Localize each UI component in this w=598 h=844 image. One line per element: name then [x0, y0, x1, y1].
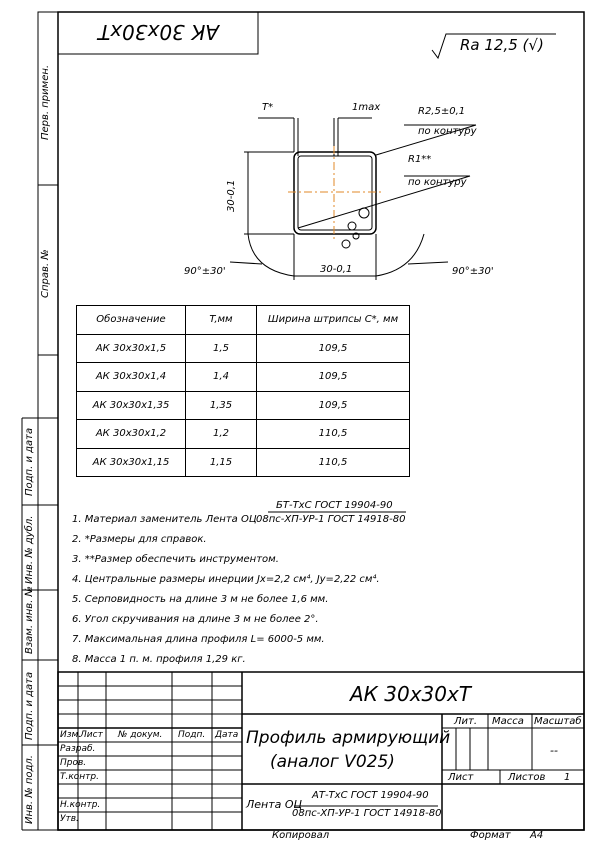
- list-label: Лист: [448, 772, 474, 783]
- col-data: Дата: [215, 730, 239, 740]
- col-list: Лист: [80, 730, 103, 740]
- table-row: [77, 391, 410, 420]
- table-cell: 109,5: [257, 334, 410, 363]
- dim-1max-label: 1max: [352, 102, 381, 113]
- row-utv: Утв.: [60, 814, 79, 824]
- side-label-podp-data-1: Подп. и дата: [24, 427, 35, 496]
- table-row: [77, 363, 410, 392]
- dim-r1-label: R1**: [408, 154, 432, 165]
- angle-left-label: 90°±30': [184, 266, 226, 277]
- table-cell: 1,5: [186, 334, 257, 363]
- table-row: [77, 448, 410, 477]
- note-7: 7. Максимальная длина профиля L= 6000-5 мм.: [72, 634, 325, 645]
- table-header-cell: Ширина штрипсы C*, мм: [257, 306, 410, 335]
- material-bottom: 08пс-ХП-УР-1 ГОСТ 14918-80: [292, 808, 442, 819]
- masshtab-value: --: [550, 744, 558, 757]
- name-line-2: (аналог V025): [270, 752, 395, 772]
- side-label-vzam-inv: Взам. инв. №: [24, 586, 35, 654]
- note-3: 3. **Размер обеспечить инструментом.: [72, 554, 279, 565]
- side-label-inv-podl: Инв. № подл.: [24, 755, 35, 824]
- table-cell: 1,35: [186, 391, 257, 420]
- side-label-podp-data-2: Подп. и дата: [24, 671, 35, 740]
- table-cell: 109,5: [257, 391, 410, 420]
- row-nkontr: Н.контр.: [60, 800, 101, 810]
- table-header-row: [77, 306, 410, 335]
- table-header-cell: Обозначение: [77, 306, 186, 335]
- table-cell: 109,5: [257, 363, 410, 392]
- note-5: 5. Серповидность на длине 3 м не более 1,6 мм.: [72, 594, 329, 605]
- note-1: 1. Материал заменитель Лента ОЦ: [72, 514, 257, 525]
- row-razrab: Разраб.: [60, 744, 96, 754]
- listov-label: Листов: [508, 772, 546, 783]
- table-cell: АК 30x30x1,2: [77, 420, 186, 449]
- col-podp: Подп.: [178, 730, 206, 740]
- side-label-inv-dubl: Инв. № дубл.: [24, 515, 35, 584]
- side-label-perv-primen: Перв. примен.: [40, 64, 51, 140]
- note-1-fraction-top: БТ-ТхС ГОСТ 19904-90: [276, 500, 393, 511]
- row-tkontr: Т.контр.: [60, 772, 100, 782]
- dim-t-label: T*: [262, 102, 274, 113]
- col-izm: Изм.: [60, 730, 82, 740]
- table-cell: 1,4: [186, 363, 257, 392]
- massa-label: Масса: [492, 716, 524, 727]
- row-prov: Пров.: [60, 758, 87, 768]
- masshtab-label: Масштаб: [534, 716, 582, 727]
- name-line-1: Профиль армирующий: [246, 728, 451, 748]
- dim-r25-note: по контуру: [418, 126, 477, 137]
- spec-table: [76, 305, 410, 477]
- table-cell: 110,5: [257, 420, 410, 449]
- note-1-fraction-bottom: 08пс-ХП-УР-1 ГОСТ 14918-80: [256, 514, 406, 525]
- lit-label: Лит.: [454, 716, 478, 727]
- table-cell: АК 30x30x1,15: [77, 448, 186, 477]
- table-cell: АК 30x30x1,5: [77, 334, 186, 363]
- dim-width-label: 30-0,1: [320, 264, 353, 275]
- material-top: АТ-ТхС ГОСТ 19904-90: [312, 790, 429, 801]
- table-cell: АК 30x30x1,4: [77, 363, 186, 392]
- dim-r25-label: R2,5±0,1: [418, 106, 466, 117]
- note-8: 8. Масса 1 п. м. профиля 1,29 кг.: [72, 654, 246, 665]
- format-label: Формат: [470, 830, 511, 841]
- note-4: 4. Центральные размеры инерции Jx=2,2 см⁴, Jy=2,22 см⁴.: [72, 574, 380, 585]
- side-label-sprav: Справ. №: [40, 249, 51, 298]
- table-cell: АК 30x30x1,35: [77, 391, 186, 420]
- table-cell: 110,5: [257, 448, 410, 477]
- table-header-cell: T,мм: [186, 306, 257, 335]
- note-2: 2. *Размеры для справок.: [72, 534, 207, 545]
- dim-r1-note: по контуру: [408, 177, 467, 188]
- col-dokum: № докум.: [118, 730, 163, 740]
- designation: АК 30x30xТ: [350, 682, 472, 706]
- table-cell: 1,2: [186, 420, 257, 449]
- listov-value: 1: [564, 772, 571, 783]
- angle-right-label: 90°±30': [452, 266, 494, 277]
- dim-height-label: 30-0,1: [226, 179, 237, 212]
- note-6: 6. Угол скручивания на длине 3 м не более 2°.: [72, 614, 319, 625]
- table-cell: 1,15: [186, 448, 257, 477]
- table-row: [77, 420, 410, 449]
- material-prefix: Лента ОЦ: [246, 798, 303, 811]
- kopiroval-label: Копировал: [272, 830, 330, 841]
- top-stamp-text: АК 30x30xТ: [98, 20, 220, 44]
- table-row: [77, 334, 410, 363]
- roughness-label: Ra 12,5 (√): [460, 36, 544, 54]
- format-value: A4: [530, 830, 544, 841]
